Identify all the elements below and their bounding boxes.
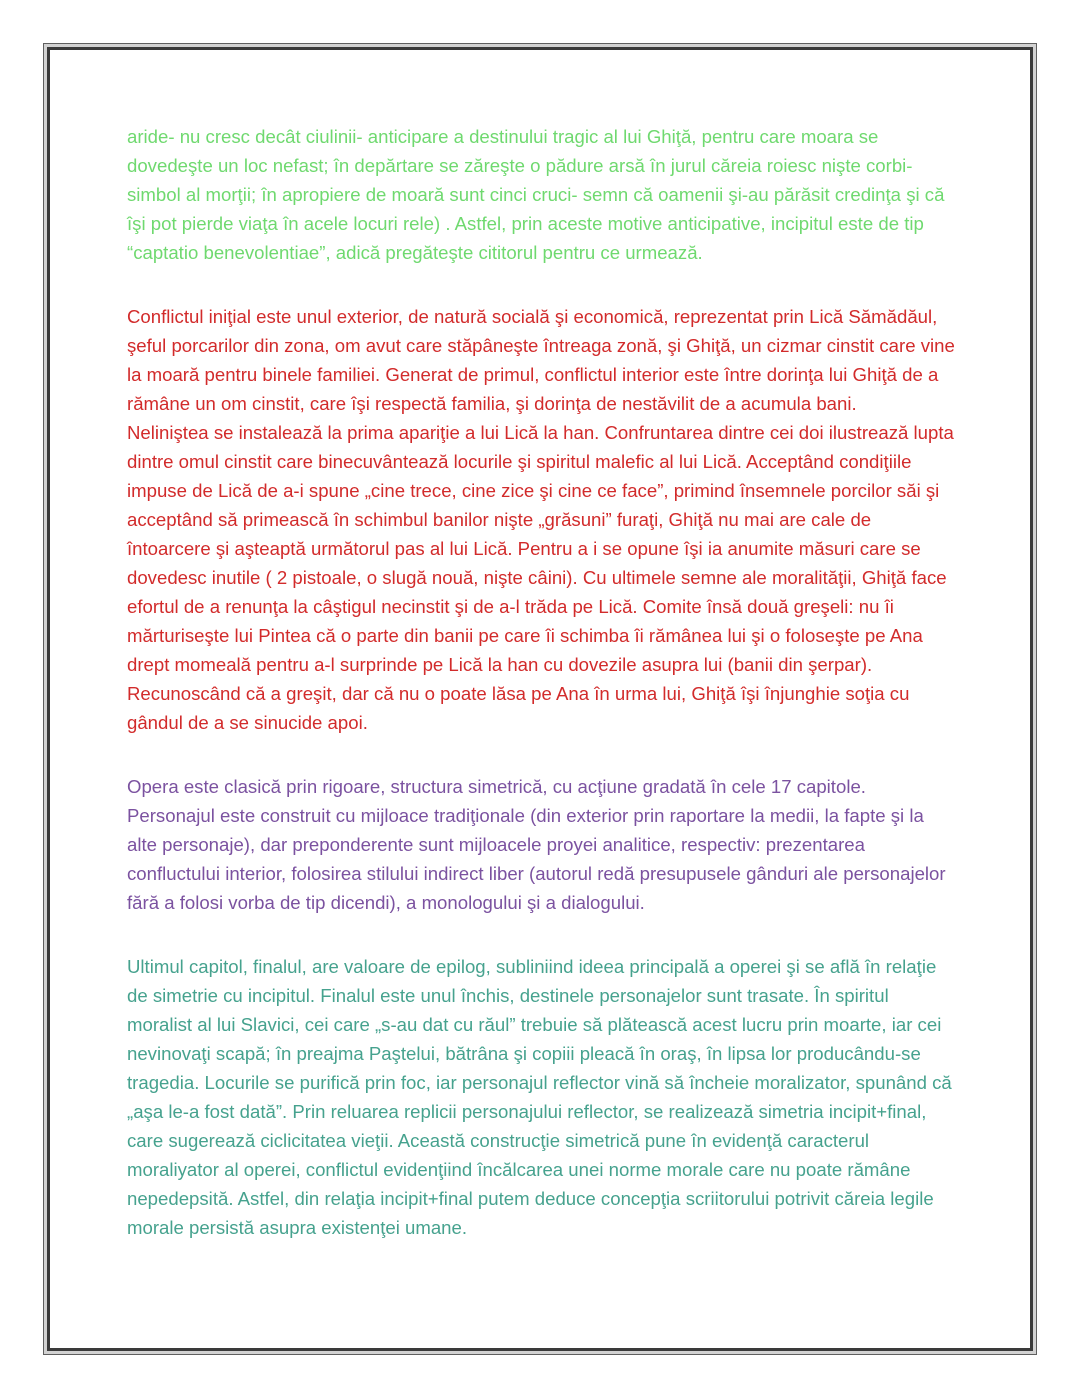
paragraph-incipit-anticipation: aride- nu cresc decât ciulinii- anticipare a destinului tragic al lui Ghiţă, pentru care moara se dovedeşte un loc nefast; în depărtare se zăreşte o pădure arsă în jurul căreia roiesc nişte corbi- simbol al morţii; în apropiere de moară sunt cinci cruci- semn că oamenii şi-au părăsit credinţa şi că îşi pot pierde viaţa în acele locuri rele) . Astfel, prin aceste motive anticipative, incipitul este de tip “captatio benevolentiae”, adică pregăteşte cititorul pentru ce urmează.: [127, 126, 945, 263]
document-body-text: [127, 122, 955, 1242]
paragraph-final-epilogue: Ultimul capitol, finalul, are valoare de epilog, subliniind ideea principală a operei şi se află în relaţie de simetrie cu incipitul. Finalul este unul închis, destinele personajelor sunt trasate. În spiritul moralist al lui Slavici, cei care „s-au dat cu răul” trebuie să plătească acest lucru prin moarte, iar cei nevinovaţi scapă; în preajma Paştelui, bătrâna şi copiii pleacă în oraş, în lipsa lor producându-se tragedia. Locurile se purifică prin foc, iar personajul reflector vină să încheie moralizator, spunând că „aşa le-a fost dată”. Prin reluarea replicii personajului reflector, se realizează simetria incipit+final, care sugerează ciclicitatea vieţii. Această construcţie simetrică pune în evidenţă caracterul moraliyator al operei, conflictul evidenţiind încălcarea unei norme morale care nu poate rămâne nepedepsită. Astfel, din relaţia incipit+final putem deduce concepţia scriitorului potrivit căreia legile morale persistă asupra existenţei umane.: [127, 956, 952, 1238]
paragraph-classical-structure: Opera este clasică prin rigoare, structura simetrică, cu acţiune gradată în cele 17 capitole. Personajul este construit cu mijloace tradiţionale (din exterior prin raportare la medii, la fapte şi la alte personaje), dar preponderente sunt mijloacele proyei analitice, respectiv: prezentarea confluctului interior, folosirea stilului indirect liber (autorul redă presupusele gânduri ale personajelor fără a folosi vorba de tip dicendi), a monologului şi a dialogului.: [127, 776, 946, 913]
paragraph-conflict-development: Neliniştea se instalează la prima apariţie a lui Lică la han. Confruntarea dintre cei doi ilustrează lupta dintre omul cinstit care binecuvântează locurile şi spiritul malefic al lui Lică. Acceptând condiţiile impuse de Lică de a-i spune „cine trece, cine zice şi cine ce face”, primind însemnele porcilor săi şi acceptând să primească în schimbul banilor nişte „grăsuni” furaţi, Ghiţă nu mai are cale de întoarcere şi aşteaptă următorul pas al lui Lică. Pentru a i se opune îşi ia anumite măsuri care se dovedesc inutile ( 2 pistoale, o slugă nouă, nişte câini). Cu ultimele semne ale moralităţii, Ghiţă face efortul de a renunţa la câştigul necinstit şi de a-l trăda pe Lică. Comite însă două greşeli: nu îi mărturiseşte lui Pintea că o parte din banii pe care îi schimba îi rămânea lui şi o foloseşte pe Ana drept momeală pentru a-l surprinde pe Lică la han cu dovezile asupra lui (banii din şerpar). Recunoscând că a greşit, dar că nu o poate lăsa pe Ana în urma lui, Ghiţă îşi înjunghie soţia cu gândul de a se sinucide apoi.: [127, 422, 954, 733]
paragraph-initial-conflict: Conflictul iniţial este unul exterior, de natură socială şi economică, reprezentat prin Lică Sămădăul, şeful porcarilor din zona, om avut care stăpâneşte întreaga zonă, şi Ghiţă, un cizmar cinstit care vine la moară pentru binele familiei. Generat de primul, conflictul interior este între dorinţa lui Ghiţă de a rămâne un om cinstit, care îşi respectă familia, şi dorinţa de nestăvilit de a acumula bani.: [127, 306, 955, 414]
